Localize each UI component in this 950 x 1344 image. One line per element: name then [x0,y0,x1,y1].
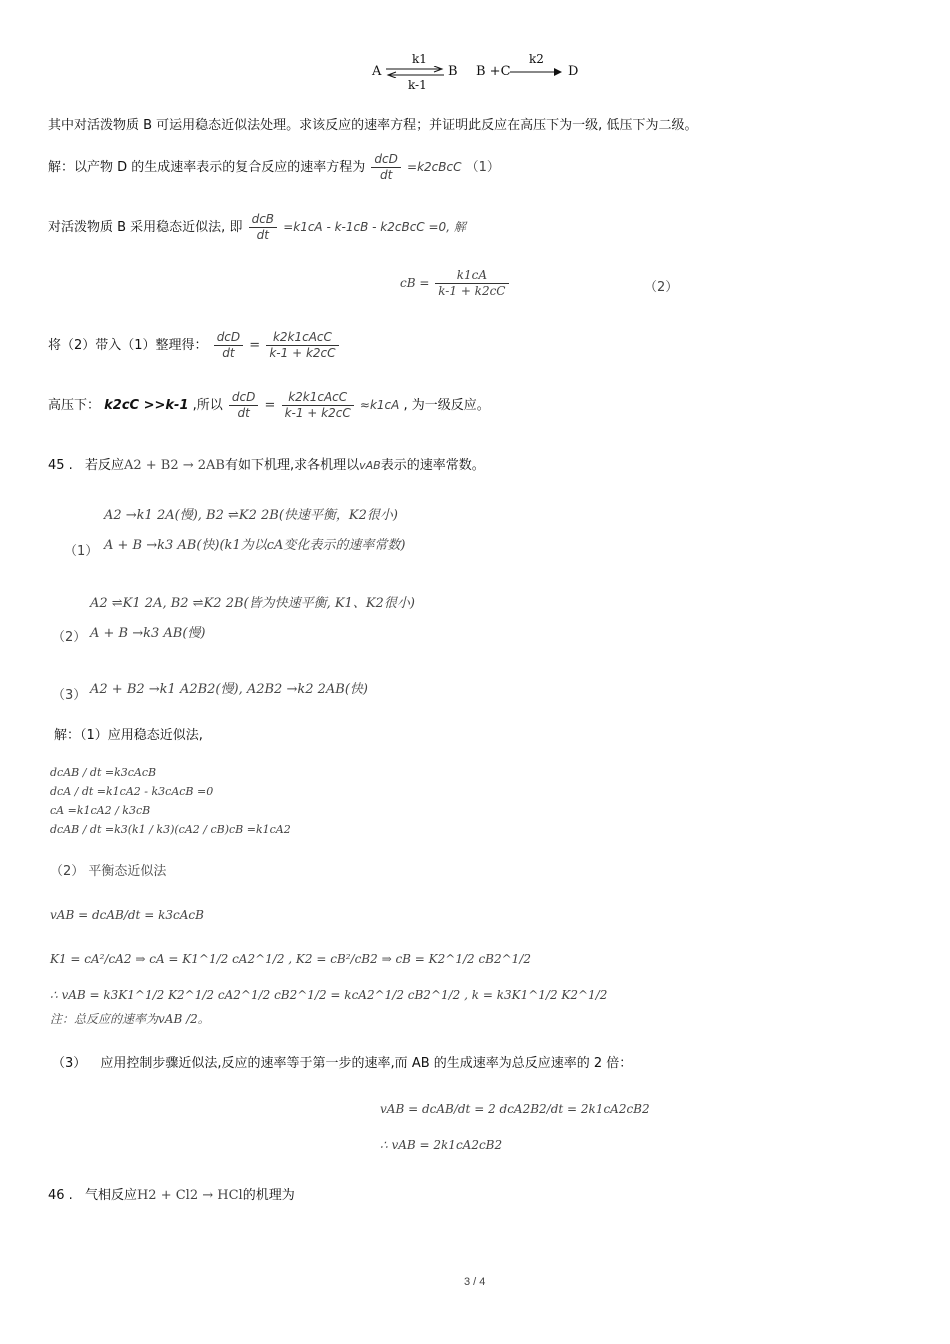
high-pressure-condition: k2cC >>k-1 [104,398,189,413]
eq-ss-den: dt [256,228,269,242]
eq-ss-num: dcB [249,212,277,228]
scheme-d: D [568,64,579,79]
eq2-lhs: cB = [400,276,430,290]
eq3-num-right: k2k1cAcC [266,330,338,346]
eq4-right-fraction [282,390,354,421]
eq4-left-fraction [229,390,258,421]
equilibrium-arrow-icon [384,66,446,78]
scheme-b: B [448,64,458,79]
eq-ss-fraction [249,212,277,243]
scheme-k-1: k-1 [408,78,427,92]
solution-3-heading [52,1052,632,1071]
eq3-den-left: dt [222,346,235,360]
mechanism-3-label: （3） [52,688,87,703]
solution-intro: 解：以产物 D 的生成速率表示的复合反应的速率方程为 [48,160,366,175]
eq4-den-left: dt [237,406,250,420]
eq4-tail: ≈k1cA [359,398,400,412]
eq2-tag: （2） [644,280,679,295]
q46-text-a: 气相反应 [84,1188,137,1203]
solution-2-line-3: ∴ vAB = k3K1^1/2 K2^1/2 cA2^1/2 cB2^1/2 = kcA2^1/2 cB2^1/2 , k = k3K1^1/2 K2^1/2 [50,988,608,1002]
forward-arrow-icon [510,68,564,76]
eq1-rhs: =k2cBcC [407,160,462,174]
solution-3-equation-2: ∴ vAB = 2k1cA2cB2 [380,1138,503,1152]
question-45 [48,454,485,473]
substitution-intro: 将（2）带入（1）整理得： [48,338,208,353]
q45-text-b: 有如下机理,求各机理以 [224,458,360,473]
solution-2-line-2: K1 = cA²/cA2 ⇒ cA = K1^1/2 cA2^1/2 , K2 = cB²/cB2 ⇒ cB = K2^1/2 cB2^1/2 [50,952,531,966]
page-number: 3 / 4 [464,1276,486,1288]
eq1-num: dcD [371,152,400,168]
eq1-tag: （1） [465,160,500,175]
eq3-left-fraction [214,330,243,361]
mechanism-2-line-1: A2 ⇌K1 2A, B2 ⇌K2 2B(皆为快速平衡, K1、K2很小) [90,596,415,611]
scheme-a: A [372,64,382,79]
steady-state-line [48,212,466,243]
eq4-den-right: k-1 + k2cC [284,406,351,420]
eq1-fraction [371,152,400,183]
solution-3-text: 应用控制步骤近似法,反应的速率等于第一步的速率,而 AB 的生成速率为总反应速率的 2 倍： [100,1056,633,1071]
solution-line-1 [48,152,500,183]
eq2-num: k1cA [435,268,508,284]
eq3-den-right: k-1 + k2cC [269,346,336,360]
mechanism-3-line-1: A2 + B2 →k1 A2B2(慢), A2B2 →k2 2AB(快) [90,682,368,697]
mechanism-1-line-2: A + B →k3 AB(快)(k1为以cA变化表示的速率常数) [104,538,406,553]
mechanism-2-label: （2） [52,630,87,645]
eq3-right-fraction [266,330,338,361]
solution-3-equation-1: vAB = dcAB/dt = 2 dcA2B2/dt = 2k1cA2cB2 [380,1102,650,1116]
solution-1-line-1: dcAB / dt =k3cAcB [50,766,157,779]
reaction-scheme [372,52,592,92]
solution-45-heading: 解：（1）应用稳态近似法, [54,728,203,743]
q45-rate-symbol: vAB [359,459,381,472]
high-pressure-suffix: , 为一级反应。 [403,398,490,413]
eq-ss-rhs: =k1cA - k-1cB - k2cBcC =0, 解 [283,220,466,234]
solution-2-line-4: 注：总反应的速率为vAB /2。 [50,1012,210,1026]
eq1-den: dt [379,168,393,182]
q45-text-c: 表示的速率常数。 [380,458,485,473]
q46-reaction: H2 + Cl2 → HCl [136,1188,243,1203]
solution-2-line-1: vAB = dcAB/dt = k3cAcB [50,908,204,922]
solution-1-line-3: cA =k1cA2 / k3cB [50,804,151,817]
eq2-den: k-1 + k2cC [438,284,506,298]
equation-2 [400,268,511,299]
mechanism-2-line-2: A + B →k3 AB(慢) [90,626,206,641]
q45-number: 45 . [48,458,73,473]
eq4-num-right: k2k1cAcC [282,390,354,406]
scheme-k2: k2 [529,52,544,66]
eq3-num-left: dcD [214,330,243,346]
high-pressure-line: 高压下： k2cC >>k-1 ,所以 $\frac{\text{dcD}}{dt}$ = $\frac{\text{k2k1cAcC}}{k-1 + k2cC}$ ≈k1cA , 为一级反应。 [48,390,490,420]
steady-state-intro: 对活泼物质 B 采用稳态近似法, 即 [48,220,243,235]
q46-number: 46 . [48,1188,73,1203]
solution-1-line-2: dcA / dt =k1cA2 - k3cAcB =0 [50,785,214,798]
q45-text-a: 若反应 [84,458,124,473]
mechanism-1-label: （1） [64,544,99,559]
problem-statement: 其中对活泼物质 B 可运用稳态近似法处理。求该反应的速率方程；并证明此反应在高压下为一级, 低压下为二级。 [48,118,698,133]
q46-text-b: 的机理为 [242,1188,295,1203]
high-pressure-intro: 高压下： [48,398,101,413]
mechanism-1-line-1: A2 →k1 2A(慢), B2 ⇌K2 2B(快速平衡，K2很小) [104,508,398,523]
question-46 [48,1184,295,1203]
scheme-k1: k1 [412,52,427,66]
solution-2-heading: （2） 平衡态近似法 [50,864,167,879]
high-pressure-mid: ,所以 [192,398,223,413]
q45-reaction: A2 + B2 → 2AB [123,458,225,473]
eq2-fraction [435,268,508,299]
solution-1-line-4: dcAB / dt =k3(k1 / k3)(cA2 / cB)cB =k1cA2 [50,823,291,836]
solution-3-label: （3） [52,1056,87,1071]
substitution-line: 将（2）带入（1）整理得： $\frac{\text{dcD}}{dt}$ = $\frac{\text{k2k1cAcC}}{k-1 + k2cC}$ [48,330,341,361]
eq4-num-left: dcD [229,390,258,406]
scheme-bc: B +C [476,64,511,79]
